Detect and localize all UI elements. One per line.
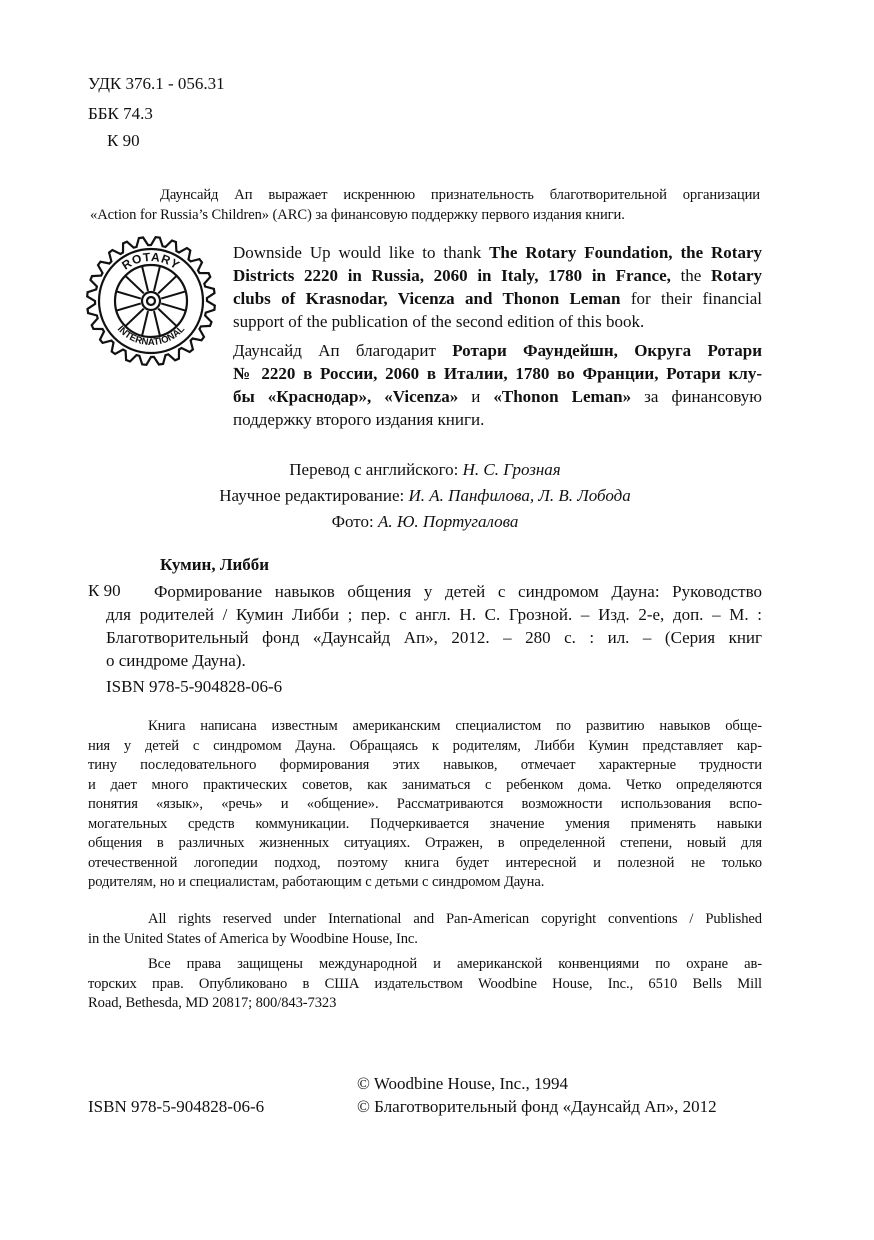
text-segment: Road, Bethesda, MD 20817; 800/843-7323 xyxy=(88,995,337,1011)
credit-label: Перевод с английского: xyxy=(289,460,463,479)
credit-value: И. А. Панфилова, Л. В. Лобода xyxy=(408,486,631,505)
text-segment: № 2220 в России, 2060 в Италии, 1780 во Франции, Ротари клу- xyxy=(233,364,762,383)
text-segment: поддержку второго издания книги. xyxy=(233,410,485,429)
text-line xyxy=(106,626,762,649)
text-segment: могательных средств коммуникации. Подчеркивается значение умения применять навыки xyxy=(88,815,762,832)
logo-spoke xyxy=(142,266,160,291)
text-line xyxy=(88,815,762,835)
credit-translation xyxy=(88,460,762,486)
text-line xyxy=(233,408,762,431)
text-segment: Все права защищены международной и американской конвенциями по охране ав- xyxy=(148,956,762,972)
text-line xyxy=(88,795,762,815)
text-segment: Даунсайд Ап благодарит xyxy=(233,341,453,360)
text-segment: за финансовую xyxy=(631,387,762,406)
text-segment: о синдроме Дауна). xyxy=(106,651,246,670)
text-line xyxy=(233,264,762,287)
credits xyxy=(88,460,762,538)
logo-bottom-text: INTERNATIONAL xyxy=(114,323,188,349)
text-segment: for their financial xyxy=(620,289,762,308)
text-line xyxy=(106,603,762,626)
text-line xyxy=(120,186,760,206)
text-segment: для родителей / Кумин Либби ; пер. с англ. Н. С. Грозной. – Изд. 2-е, доп. – М. : xyxy=(106,605,762,624)
credit-editing xyxy=(88,486,762,512)
text-line xyxy=(106,580,762,603)
footer-isbn: ISBN 978-5-904828-06-6 xyxy=(88,1097,265,1116)
text-line xyxy=(88,717,762,737)
rotary-thanks-ru xyxy=(233,339,762,431)
text-segment: the xyxy=(670,266,712,285)
text-segment: Даунсайд Ап выражает искреннюю признательность благотворительной организации xyxy=(160,187,760,203)
text-segment: «Thonon Leman» xyxy=(493,387,632,406)
svg-text:INTERNATIONAL xyxy=(115,324,187,348)
text-line xyxy=(88,737,762,757)
text-line xyxy=(233,241,762,264)
rotary-logo xyxy=(83,233,219,369)
text-segment: общения в различных жизненных ситуациях. Отражен, в определенной степени, новый для xyxy=(88,835,762,851)
bbk-code: ББК 74.3 xyxy=(88,104,153,123)
text-segment: родителям, но и специалистам, работающим с детьми с синдромом Дауна. xyxy=(88,874,545,890)
text-line xyxy=(88,834,762,854)
text-segment: The Rotary Foundation, the Rotary xyxy=(489,243,762,262)
text-segment: Книга написана известным американским специалистом по развитию навыков обще- xyxy=(148,718,762,734)
text-segment: тину последовательного формирования этих навыков, отмечает характерные трудности xyxy=(88,757,762,773)
credit-value: Н. С. Грозная xyxy=(462,460,561,479)
text-segment: Downside Up would like to thank xyxy=(233,243,490,262)
text-line xyxy=(233,385,762,408)
text-line xyxy=(233,310,762,333)
credit-label: Научное редактирование: xyxy=(219,486,409,505)
text-segment: бы «Краснодар», «Vicenza» xyxy=(233,387,459,406)
abstract xyxy=(88,717,762,893)
author-mark: К 90 xyxy=(107,131,140,150)
logo-spoke xyxy=(116,276,144,299)
rights-ru xyxy=(88,955,762,1014)
text-segment: Districts 2220 in Russia, 2060 in Italy, 1780 in France, xyxy=(233,266,671,285)
text-line xyxy=(90,206,760,226)
text-segment: Rotary xyxy=(711,266,762,285)
credit-label: Фото: xyxy=(331,512,378,531)
logo-spoke xyxy=(142,311,160,336)
text-line xyxy=(88,873,762,893)
udk-code: УДК 376.1 - 056.31 xyxy=(88,74,225,93)
text-line xyxy=(88,930,762,950)
copyright-downside-up: © Благотворительный фонд «Даунсайд Ап», 2012 xyxy=(357,1097,717,1116)
text-line xyxy=(88,994,762,1014)
text-segment: ния у детей с синдромом Дауна. Обращаясь к родителям, Либби Кумин представляет кар- xyxy=(88,737,762,754)
text-segment: торских прав. Опубликовано в США издательством Woodbine House, Inc., 6510 Bells Mill xyxy=(88,975,762,992)
text-segment: clubs of Krasnodar, Vicenza and Thonon Leman xyxy=(233,289,621,308)
credit-photo xyxy=(88,512,762,538)
text-line xyxy=(88,854,762,874)
logo-spoke xyxy=(158,276,186,299)
text-line xyxy=(233,287,762,310)
text-segment: понятия «язык», «речь» и «общение». Рассматриваются возможности использования вспо- xyxy=(88,796,762,812)
catalog-isbn: ISBN 978-5-904828-06-6 xyxy=(106,677,283,696)
rotary-thanks-en xyxy=(233,241,762,333)
arc-thanks xyxy=(90,186,760,225)
text-segment: и xyxy=(458,387,494,406)
logo-spoke xyxy=(116,303,144,326)
text-segment: All rights reserved under International and Pan-American copyright conventions / Published xyxy=(148,911,762,927)
logo-spoke xyxy=(158,303,186,326)
rights-en xyxy=(88,910,762,949)
text-line xyxy=(88,910,762,930)
catalog-mark: К 90 xyxy=(88,581,121,600)
text-segment: Формирование навыков общения у детей с синдромом Дауна: Руководство xyxy=(154,582,762,601)
text-line xyxy=(233,362,762,385)
catalog-entry xyxy=(106,580,762,672)
text-line xyxy=(88,776,762,796)
text-line xyxy=(88,975,762,995)
copyright-woodbine: © Woodbine House, Inc., 1994 xyxy=(357,1074,568,1093)
text-segment: и дает много практических советов, как заниматься с ребенком дома. Четко определяются xyxy=(88,776,762,793)
text-line xyxy=(233,339,762,362)
text-segment: support of the publication of the second edition of this book. xyxy=(233,312,645,331)
text-segment: отечественной логопедии подход, поэтому книга будет интересной и полезной не только xyxy=(88,854,762,871)
logo-top-text: ROTARY xyxy=(119,249,183,273)
text-segment: in the United States of America by Woodbine House, Inc. xyxy=(88,930,418,947)
text-line xyxy=(106,649,762,672)
text-line xyxy=(88,955,762,975)
text-segment: Ротари Фаундейшн, Округа Ротари xyxy=(452,341,762,360)
text-segment: Благотворительный фонд «Даунсайд Ап», 2012. – 280 с. : ил. – (Серия книг xyxy=(106,628,762,647)
text-segment: «Action for Russia’s Children» (ARC) за финансовую поддержку первого издания книги. xyxy=(90,206,625,223)
catalog-author: Кумин, Либби xyxy=(160,555,270,574)
text-line xyxy=(88,756,762,776)
credit-value: А. Ю. Португалова xyxy=(377,512,519,531)
